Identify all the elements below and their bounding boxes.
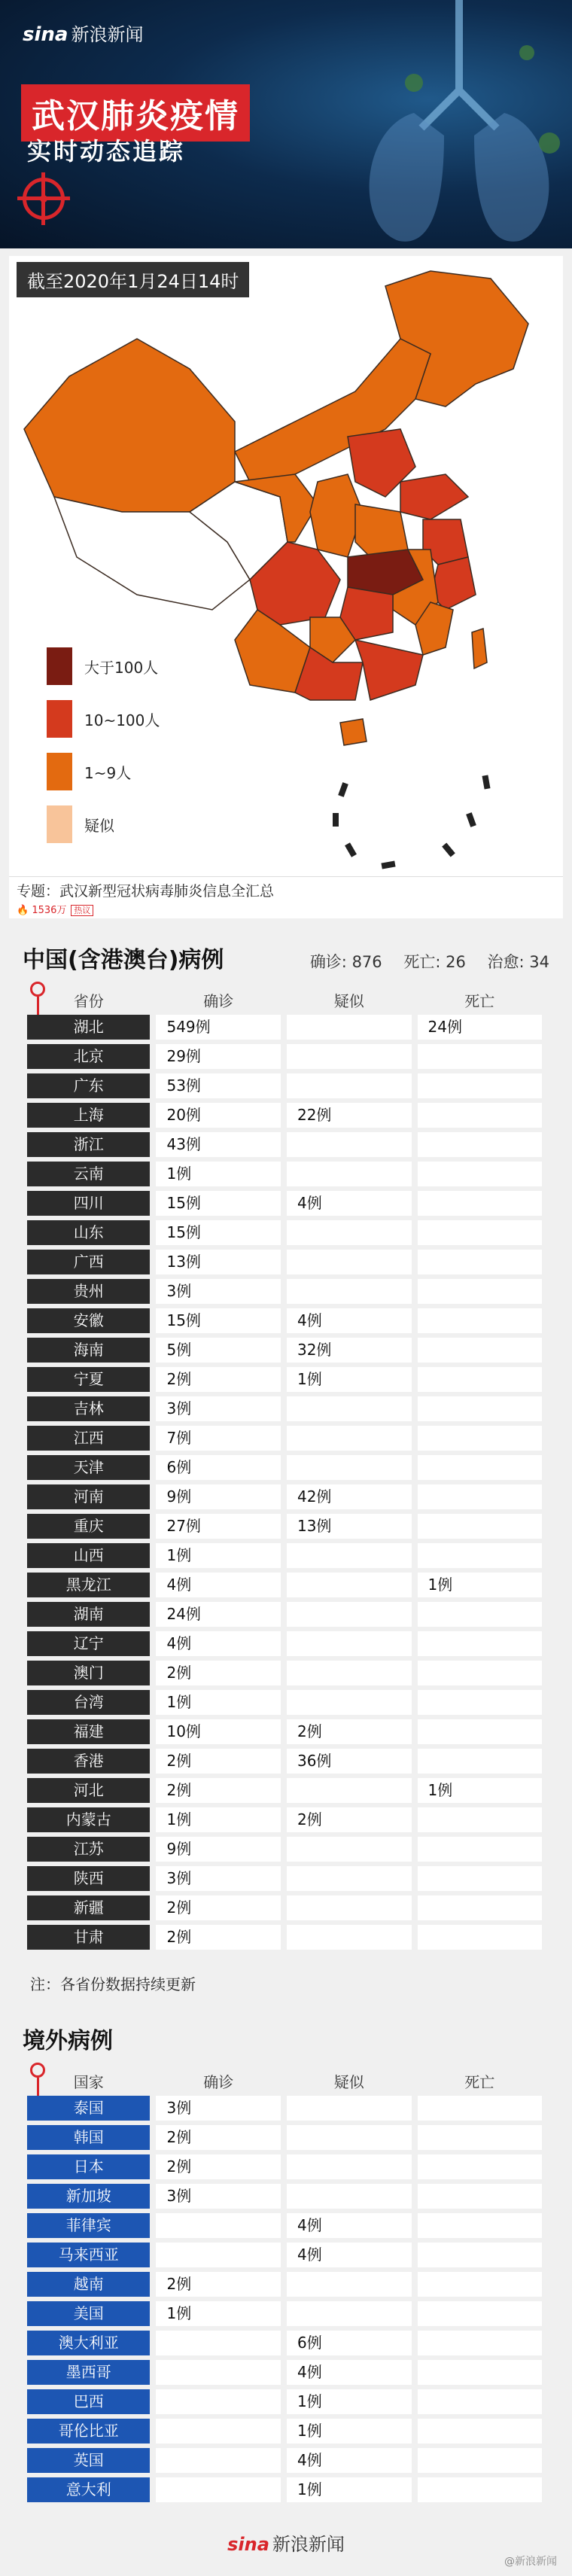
table-row [27, 1719, 542, 1744]
suspected-cell [287, 1661, 412, 1685]
table-row [27, 1191, 542, 1216]
suspected-cell [287, 1631, 412, 1656]
table-row [27, 2184, 542, 2209]
suspected-cell [287, 2301, 412, 2326]
region-name: 韩国 [27, 2125, 150, 2150]
confirmed-cell: 1例 [156, 1543, 281, 1568]
region-name: 马来西亚 [27, 2243, 150, 2267]
region-name: 江西 [27, 1426, 150, 1451]
south-china-sea-dashes [333, 775, 491, 869]
region-name: 浙江 [27, 1132, 150, 1157]
deaths-cell [418, 1250, 543, 1274]
map-legend [47, 647, 160, 858]
region-guangdong [355, 640, 423, 700]
deaths-cell [418, 1220, 543, 1245]
suspected-cell [287, 1132, 412, 1157]
confirmed-cell: 2例 [156, 2154, 281, 2179]
region-name: 广东 [27, 1073, 150, 1098]
confirmed-cell: 2例 [156, 1661, 281, 1685]
suspected-cell: 22例 [287, 1103, 412, 1128]
deaths-cell [418, 1191, 543, 1216]
confirmed-cell: 2例 [156, 2272, 281, 2297]
deaths-cell [418, 1690, 543, 1715]
suspected-cell: 42例 [287, 1484, 412, 1509]
table-row [27, 1837, 542, 1862]
stat-cured: 治愈: 34 [487, 953, 549, 971]
legend-item-suspected: 疑似 [47, 805, 160, 843]
confirmed-cell: 10例 [156, 1719, 281, 1744]
deaths-cell [418, 2331, 543, 2355]
suspected-cell [287, 1220, 412, 1245]
abroad-table-header: 国家 确诊 疑似 死亡 [27, 2066, 542, 2096]
suspected-cell [287, 1396, 412, 1421]
deaths-cell: 24例 [418, 1015, 543, 1040]
legend-item-mid: 10~100人 [47, 700, 160, 738]
confirmed-cell: 13例 [156, 1250, 281, 1274]
deaths-cell [418, 2477, 543, 2502]
deaths-cell [418, 1103, 543, 1128]
suspected-cell [287, 1250, 412, 1274]
region-name: 菲律宾 [27, 2213, 150, 2238]
region-name: 巴西 [27, 2389, 150, 2414]
topic-text[interactable]: 专题：武汉新型冠状病毒肺炎信息全汇总 [17, 883, 275, 900]
china-map-panel [9, 256, 563, 881]
region-name: 河北 [27, 1778, 150, 1803]
region-name: 云南 [27, 1162, 150, 1186]
suspected-cell [287, 2096, 412, 2121]
deaths-cell [418, 2213, 543, 2238]
region-name: 北京 [27, 1044, 150, 1069]
suspected-cell: 4例 [287, 1308, 412, 1333]
legend-item-high: 大于100人 [47, 647, 160, 685]
suspected-cell [287, 1837, 412, 1862]
region-name: 贵州 [27, 1279, 150, 1304]
confirmed-cell: 3例 [156, 1866, 281, 1891]
suspected-cell [287, 1925, 412, 1950]
suspected-cell: 4例 [287, 2448, 412, 2473]
deaths-cell [418, 1807, 543, 1832]
confirmed-cell [156, 2360, 281, 2385]
deaths-cell [418, 1162, 543, 1186]
region-name: 新疆 [27, 1895, 150, 1920]
region-name: 山东 [27, 1220, 150, 1245]
confirmed-cell [156, 2419, 281, 2444]
suspected-cell: 2例 [287, 1807, 412, 1832]
table-row [27, 1778, 542, 1803]
table-row [27, 1631, 542, 1656]
suspected-cell [287, 2154, 412, 2179]
table-row [27, 2096, 542, 2121]
table-row [27, 1396, 542, 1421]
region-name: 上海 [27, 1103, 150, 1128]
region-name: 湖北 [27, 1015, 150, 1040]
deaths-cell [418, 2154, 543, 2179]
deaths-cell [418, 1749, 543, 1774]
table-row [27, 1015, 542, 1040]
region-name: 福建 [27, 1719, 150, 1744]
deaths-cell [418, 1132, 543, 1157]
table-row [27, 2331, 542, 2355]
confirmed-cell: 2例 [156, 1925, 281, 1950]
china-section-header [23, 941, 549, 974]
confirmed-cell: 549例 [156, 1015, 281, 1040]
suspected-cell [287, 1073, 412, 1098]
confirmed-cell: 2例 [156, 1778, 281, 1803]
deaths-cell [418, 1308, 543, 1333]
suspected-cell: 6例 [287, 2331, 412, 2355]
deaths-cell [418, 1543, 543, 1568]
region-name: 吉林 [27, 1396, 150, 1421]
region-xinjiang [24, 339, 235, 512]
confirmed-cell: 1例 [156, 1690, 281, 1715]
region-name: 甘肃 [27, 1925, 150, 1950]
suspected-cell: 2例 [287, 1719, 412, 1744]
region-name: 宁夏 [27, 1367, 150, 1392]
table-row [27, 2243, 542, 2267]
suspected-cell: 1例 [287, 2419, 412, 2444]
table-row [27, 1661, 542, 1685]
region-name: 日本 [27, 2154, 150, 2179]
deaths-cell [418, 2419, 543, 2444]
region-shandong [400, 474, 468, 519]
suspected-cell [287, 1690, 412, 1715]
deaths-cell [418, 2184, 543, 2209]
deaths-cell [418, 2360, 543, 2385]
confirmed-cell: 9例 [156, 1837, 281, 1862]
suspected-cell: 4例 [287, 1191, 412, 1216]
data-note: 注：各省份数据持续更新 [30, 1975, 196, 1993]
deaths-cell [418, 1602, 543, 1627]
confirmed-cell: 3例 [156, 1279, 281, 1304]
region-name: 澳大利亚 [27, 2331, 150, 2355]
crosshair-icon [23, 178, 65, 220]
date-badge: 截至2020年1月24日14时 [17, 262, 249, 297]
table-row [27, 1543, 542, 1568]
table-row [27, 1573, 542, 1597]
footer-logo: sina 新浪新闻 [227, 2534, 345, 2555]
pin-icon [30, 2063, 45, 2078]
suspected-cell: 36例 [287, 1749, 412, 1774]
confirmed-cell: 2例 [156, 1749, 281, 1774]
table-row [27, 1103, 542, 1128]
suspected-cell [287, 1895, 412, 1920]
table-row [27, 1220, 542, 1245]
deaths-cell [418, 1455, 543, 1480]
table-row [27, 1807, 542, 1832]
suspected-cell: 1例 [287, 2477, 412, 2502]
deaths-cell [418, 1719, 543, 1744]
deaths-cell: 1例 [418, 1778, 543, 1803]
confirmed-cell: 4例 [156, 1573, 281, 1597]
confirmed-cell [156, 2477, 281, 2502]
table-row [27, 1367, 542, 1392]
sina-logo: sina 新浪新闻 [23, 23, 144, 46]
suspected-cell: 1例 [287, 2389, 412, 2414]
confirmed-cell: 2例 [156, 1895, 281, 1920]
table-row [27, 1426, 542, 1451]
legend-item-low: 1~9人 [47, 753, 160, 790]
suspected-cell [287, 1602, 412, 1627]
suspected-cell: 4例 [287, 2243, 412, 2267]
suspected-cell [287, 1543, 412, 1568]
table-row [27, 1073, 542, 1098]
deaths-cell [418, 1514, 543, 1539]
table-row [27, 2125, 542, 2150]
deaths-cell [418, 2096, 543, 2121]
table-row [27, 1895, 542, 1920]
page-title: 武汉肺炎疫情 [21, 84, 250, 142]
page-subtitle: 实时动态追踪 [27, 137, 186, 166]
region-name: 河南 [27, 1484, 150, 1509]
confirmed-cell: 3例 [156, 2184, 281, 2209]
confirmed-cell: 2例 [156, 1367, 281, 1392]
region-name: 山西 [27, 1543, 150, 1568]
hot-badge: 热议 [71, 905, 93, 916]
confirmed-cell: 43例 [156, 1132, 281, 1157]
table-row [27, 1308, 542, 1333]
pin-icon [30, 982, 45, 997]
table-row [27, 2389, 542, 2414]
stat-confirmed: 确诊: 876 [309, 953, 382, 971]
confirmed-cell: 6例 [156, 1455, 281, 1480]
confirmed-cell: 15例 [156, 1220, 281, 1245]
deaths-cell [418, 1837, 543, 1862]
region-name: 美国 [27, 2301, 150, 2326]
deaths-cell [418, 1661, 543, 1685]
suspected-cell: 13例 [287, 1514, 412, 1539]
confirmed-cell: 1例 [156, 1162, 281, 1186]
table-row [27, 1132, 542, 1157]
abroad-heading: 境外病例 [23, 2028, 113, 2054]
table-row [27, 1690, 542, 1715]
confirmed-cell: 27例 [156, 1514, 281, 1539]
deaths-cell [418, 1396, 543, 1421]
suspected-cell [287, 1573, 412, 1597]
china-heading: 中国(含港澳台)病例 [23, 947, 224, 973]
confirmed-cell: 29例 [156, 1044, 281, 1069]
confirmed-cell [156, 2213, 281, 2238]
region-name: 意大利 [27, 2477, 150, 2502]
suspected-cell: 1例 [287, 1367, 412, 1392]
table-row [27, 2272, 542, 2297]
topic-link[interactable] [9, 876, 563, 918]
table-row [27, 2213, 542, 2238]
suspected-cell: 4例 [287, 2213, 412, 2238]
table-row [27, 1279, 542, 1304]
header-banner [0, 0, 572, 248]
deaths-cell [418, 1279, 543, 1304]
region-name: 台湾 [27, 1690, 150, 1715]
deaths-cell: 1例 [418, 1573, 543, 1597]
suspected-cell [287, 1279, 412, 1304]
table-row [27, 2154, 542, 2179]
table-row [27, 1338, 542, 1363]
table-row [27, 1044, 542, 1069]
deaths-cell [418, 1044, 543, 1069]
region-name: 黑龙江 [27, 1573, 150, 1597]
region-name: 哥伦比亚 [27, 2419, 150, 2444]
region-name: 海南 [27, 1338, 150, 1363]
suspected-cell [287, 1866, 412, 1891]
deaths-cell [418, 1367, 543, 1392]
region-name: 陕西 [27, 1866, 150, 1891]
confirmed-cell: 7例 [156, 1426, 281, 1451]
confirmed-cell: 4例 [156, 1631, 281, 1656]
confirmed-cell: 53例 [156, 1073, 281, 1098]
table-row [27, 2419, 542, 2444]
confirmed-cell: 5例 [156, 1338, 281, 1363]
deaths-cell [418, 2243, 543, 2267]
deaths-cell [418, 1866, 543, 1891]
watermark: @新浪新闻 [504, 2556, 557, 2568]
lungs-illustration [331, 0, 572, 248]
confirmed-cell: 3例 [156, 1396, 281, 1421]
suspected-cell: 4例 [287, 2360, 412, 2385]
deaths-cell [418, 2272, 543, 2297]
table-row [27, 1602, 542, 1627]
table-row [27, 2301, 542, 2326]
topic-meta: 🔥 1536万 热议 [17, 902, 555, 916]
confirmed-cell [156, 2389, 281, 2414]
confirmed-cell [156, 2448, 281, 2473]
deaths-cell [418, 2301, 543, 2326]
table-row [27, 1250, 542, 1274]
region-henan [355, 504, 408, 557]
table-row [27, 1514, 542, 1539]
table-row [27, 1749, 542, 1774]
suspected-cell [287, 1044, 412, 1069]
region-hainan [340, 719, 367, 745]
abroad-section-header [23, 2022, 549, 2055]
suspected-cell [287, 1426, 412, 1451]
region-name: 香港 [27, 1749, 150, 1774]
region-name: 内蒙古 [27, 1807, 150, 1832]
deaths-cell [418, 1631, 543, 1656]
region-name: 辽宁 [27, 1631, 150, 1656]
suspected-cell [287, 2272, 412, 2297]
deaths-cell [418, 2448, 543, 2473]
confirmed-cell [156, 2243, 281, 2267]
confirmed-cell: 1例 [156, 2301, 281, 2326]
table-row [27, 1866, 542, 1891]
table-row [27, 1455, 542, 1480]
suspected-cell [287, 1455, 412, 1480]
region-name: 越南 [27, 2272, 150, 2297]
region-taiwan [472, 629, 487, 668]
table-row [27, 2360, 542, 2385]
region-name: 天津 [27, 1455, 150, 1480]
deaths-cell [418, 1925, 543, 1950]
deaths-cell [418, 1484, 543, 1509]
china-table-header: 省份 确诊 疑似 死亡 [27, 985, 542, 1015]
table-row [27, 1162, 542, 1186]
table-row [27, 1484, 542, 1509]
abroad-table [27, 2066, 542, 2507]
confirmed-cell: 1例 [156, 1807, 281, 1832]
deaths-cell [418, 1895, 543, 1920]
region-name: 安徽 [27, 1308, 150, 1333]
confirmed-cell: 9例 [156, 1484, 281, 1509]
china-stats [294, 950, 549, 973]
deaths-cell [418, 1338, 543, 1363]
suspected-cell [287, 1162, 412, 1186]
confirmed-cell: 2例 [156, 2125, 281, 2150]
suspected-cell [287, 1015, 412, 1040]
region-name: 英国 [27, 2448, 150, 2473]
region-name: 重庆 [27, 1514, 150, 1539]
confirmed-cell: 3例 [156, 2096, 281, 2121]
confirmed-cell [156, 2331, 281, 2355]
deaths-cell [418, 1426, 543, 1451]
table-row [27, 1925, 542, 1950]
suspected-cell: 32例 [287, 1338, 412, 1363]
topic-views: 1536万 [32, 905, 67, 916]
region-name: 广西 [27, 1250, 150, 1274]
region-name: 新加坡 [27, 2184, 150, 2209]
suspected-cell [287, 2125, 412, 2150]
confirmed-cell: 15例 [156, 1308, 281, 1333]
china-table [27, 985, 542, 1954]
confirmed-cell: 20例 [156, 1103, 281, 1128]
region-name: 湖南 [27, 1602, 150, 1627]
footer [0, 2529, 572, 2568]
confirmed-cell: 24例 [156, 1602, 281, 1627]
region-name: 泰国 [27, 2096, 150, 2121]
deaths-cell [418, 2125, 543, 2150]
suspected-cell [287, 1778, 412, 1803]
deaths-cell [418, 2389, 543, 2414]
table-row [27, 2448, 542, 2473]
table-row [27, 2477, 542, 2502]
suspected-cell [287, 2184, 412, 2209]
region-name: 澳门 [27, 1661, 150, 1685]
confirmed-cell: 15例 [156, 1191, 281, 1216]
deaths-cell [418, 1073, 543, 1098]
region-name: 四川 [27, 1191, 150, 1216]
region-name: 墨西哥 [27, 2360, 150, 2385]
region-name: 江苏 [27, 1837, 150, 1862]
stat-deaths: 死亡: 26 [403, 953, 466, 971]
